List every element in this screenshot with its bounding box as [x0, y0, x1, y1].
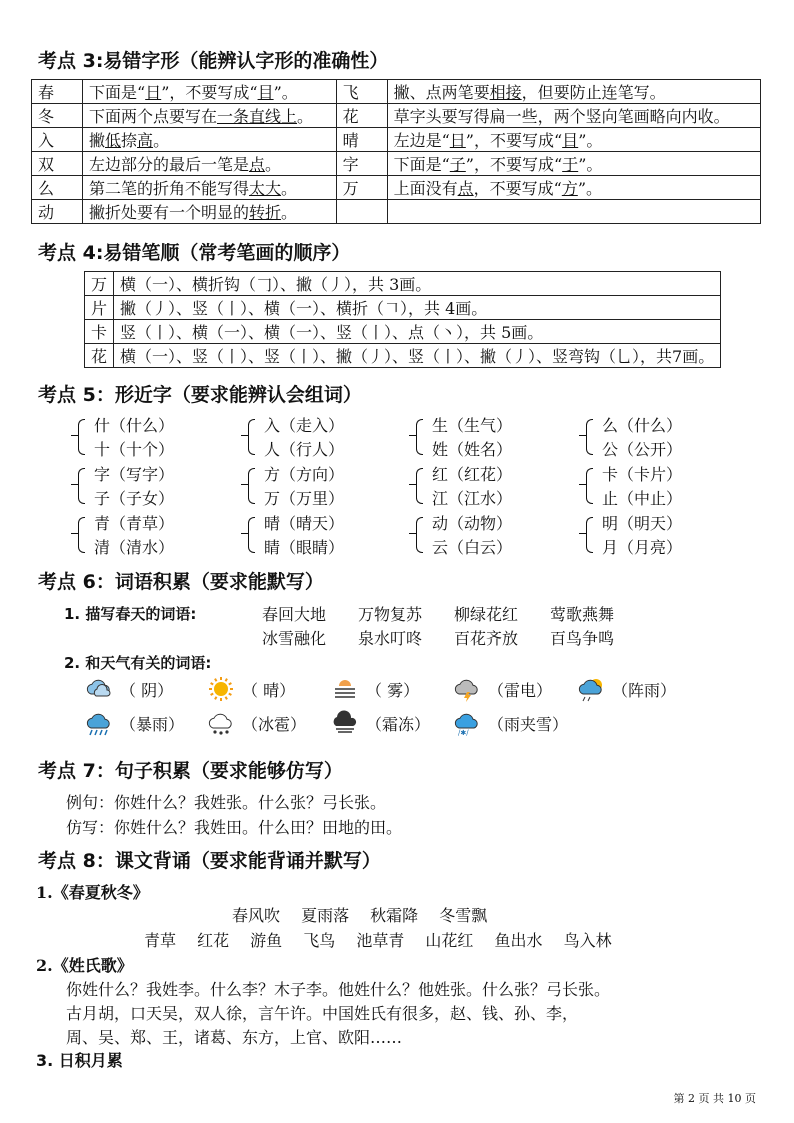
brace	[586, 419, 593, 455]
char-pair	[248, 511, 388, 557]
pair-item: 十（十个）	[94, 440, 175, 459]
note-part: 捺	[121, 131, 138, 150]
note-part: ，不要写成“	[473, 179, 562, 198]
char-cell: 么	[32, 176, 83, 200]
char-pair	[586, 511, 726, 557]
glyph-row	[32, 80, 761, 104]
note-part: 日	[449, 131, 466, 150]
poem2-line1: 你姓什么？我姓李。什么李？木子李。他姓什么？他姓张。什么张？弓长张。	[66, 980, 611, 999]
imitation-sentence: 仿写：你姓什么？我姓田。什么田？田地的田。	[66, 818, 403, 837]
stroke-cell: 撇（丿）、竖（丨）、横（一）、横折（𠃍），共 4画。	[114, 296, 721, 320]
sun-icon	[206, 676, 236, 702]
note-cell	[83, 104, 337, 128]
note-part: 目	[562, 131, 579, 150]
note-part: ”，不要写成“	[161, 83, 258, 102]
note-part: 撇	[89, 131, 106, 150]
weather-item	[576, 676, 676, 702]
stroke-cell: 横（一）、竖（丨）、竖（丨）、撇（丿）、竖（丨）、撇（丿）、竖弯钩（乚），共7画。	[114, 344, 721, 368]
char-cell: 花	[336, 104, 387, 128]
char-cell: 片	[85, 296, 114, 320]
note-cell	[387, 176, 760, 200]
glyph-row	[32, 128, 761, 152]
note-cell	[83, 200, 337, 224]
spring-words-line1: 春回大地 万物复苏 柳绿花红 莺歌燕舞	[262, 605, 615, 624]
char-cell: 动	[32, 200, 83, 224]
poem1-line1: 春风吹 夏雨落 秋霜降 冬雪飘	[232, 906, 488, 925]
note-part: 撇折处要有一个明显的	[89, 203, 250, 222]
glyph-row	[32, 200, 761, 224]
char-pair	[416, 462, 556, 508]
char-pair	[248, 413, 388, 459]
brace	[78, 468, 85, 504]
char-cell: 双	[32, 152, 83, 176]
weather-label: （ 阴）	[120, 680, 174, 700]
poem2-title: 2.《姓氏歌》	[36, 956, 133, 975]
pair-item: 月（月亮）	[602, 538, 683, 557]
stroke-cell: 竖（丨）、横（一）、横（一）、竖（丨）、点（丶），共 5画。	[114, 320, 721, 344]
weather-label: （霜冻）	[366, 714, 431, 734]
brace	[248, 517, 255, 553]
note-part: 草字头要写得扁一些，两个竖向笔画略向内收。	[393, 107, 730, 126]
poem1-line2: 青草 红花 游鱼 飞鸟 池草青 山花红 鱼出水 鸟入林	[144, 931, 612, 950]
note-part: 于	[562, 155, 579, 174]
note-part: 日	[145, 83, 162, 102]
glyph-row	[32, 104, 761, 128]
note-part: ”，不要写成“	[465, 155, 563, 174]
brace	[416, 468, 423, 504]
weather-words-heading: 2. 和天气有关的词语:	[64, 654, 212, 672]
stroke-row	[85, 344, 721, 368]
char-pair	[416, 413, 556, 459]
note-cell	[83, 80, 337, 104]
weather-item	[84, 676, 173, 702]
pair-item: 清（清水）	[94, 538, 175, 557]
note-part: 。	[281, 203, 298, 222]
section8-title: 考点 8：课文背诵（要求能背诵并默写）	[38, 850, 381, 872]
char-cell: 春	[32, 80, 83, 104]
brace	[586, 468, 593, 504]
char-cell: 冬	[32, 104, 83, 128]
note-part: 第二笔的折角不能写得	[89, 179, 250, 198]
char-cell: 万	[85, 272, 114, 296]
pair-item: 人（行人）	[264, 440, 345, 459]
note-part: 。	[281, 179, 298, 198]
note-part: 一条直线上	[217, 107, 298, 126]
poem1-title: 1.《春夏秋冬》	[36, 883, 149, 902]
weather-label: （雷电）	[488, 680, 553, 700]
note-part: ，但要防止连笔写。	[521, 83, 666, 102]
weather-item	[84, 710, 184, 736]
pair-item: 青（青草）	[94, 514, 175, 533]
section5-title: 考点 5：形近字（要求能辨认会组词）	[38, 384, 362, 406]
note-part: 相接	[489, 83, 522, 102]
note-part: 子	[449, 155, 466, 174]
pair-item: 卡（卡片）	[602, 465, 683, 484]
note-cell	[387, 104, 760, 128]
weather-label: （ 雾）	[366, 680, 420, 700]
note-part: 转折	[249, 203, 282, 222]
note-part: 高	[137, 131, 154, 150]
pair-item: 动（动物）	[432, 514, 513, 533]
section3-title: 考点 3:易错字形（能辨认字形的准确性）	[38, 50, 389, 72]
note-cell	[387, 128, 760, 152]
rainstorm-icon	[84, 710, 114, 736]
char-cell: 字	[336, 152, 387, 176]
stroke-row	[85, 272, 721, 296]
note-part: 撇、点两笔要	[393, 83, 490, 102]
char-cell	[336, 200, 387, 224]
pair-item: 红（红花）	[432, 465, 513, 484]
weather-item	[330, 710, 430, 736]
char-cell: 入	[32, 128, 83, 152]
stroke-row	[85, 296, 721, 320]
note-part: 左边是“	[393, 131, 450, 150]
note-part: ”。	[578, 131, 603, 150]
glyph-row	[32, 152, 761, 176]
note-cell	[83, 152, 337, 176]
stroke-order-table	[84, 271, 721, 368]
note-part: 下面两个点要写在	[89, 107, 218, 126]
pair-item: 字（写字）	[94, 465, 175, 484]
section-daily-accumulation: 3. 日积月累	[36, 1051, 123, 1070]
pair-item: 止（中止）	[602, 489, 683, 508]
glyph-table	[31, 79, 761, 224]
hail-icon	[206, 710, 236, 736]
note-part: 上面没有	[393, 179, 458, 198]
frost-icon	[330, 710, 360, 736]
stroke-row	[85, 320, 721, 344]
note-part: ”，不要写成“	[465, 131, 563, 150]
brace	[78, 419, 85, 455]
char-pair	[78, 511, 218, 557]
pair-item: 云（白云）	[432, 538, 513, 557]
pair-item: 么（什么）	[602, 416, 683, 435]
note-part: 低	[105, 131, 122, 150]
sleet-icon	[452, 710, 482, 736]
char-pair	[78, 462, 218, 508]
note-part: 方	[561, 179, 578, 198]
weather-item	[452, 676, 552, 702]
example-sentence: 例句：你姓什么？我姓张。什么张？弓长张。	[66, 793, 387, 812]
thunder-icon	[452, 676, 482, 702]
cloudy-icon	[84, 676, 114, 702]
note-part: ”。	[577, 179, 603, 198]
note-cell	[83, 176, 337, 200]
note-cell	[387, 200, 760, 224]
char-pair	[416, 511, 556, 557]
section6-title: 考点 6：词语积累（要求能默写）	[38, 571, 324, 593]
note-part: 点	[249, 155, 266, 174]
pair-item: 晴（晴天）	[264, 514, 345, 533]
note-part: 。	[297, 107, 314, 126]
brace	[416, 517, 423, 553]
weather-label: （冰雹）	[242, 714, 307, 734]
char-pair	[586, 462, 726, 508]
note-part: ”。	[578, 155, 603, 174]
svg-text:/✱/: /✱/	[458, 729, 469, 736]
weather-item	[206, 710, 306, 736]
brace	[78, 517, 85, 553]
glyph-row	[32, 176, 761, 200]
weather-label: （暴雨）	[120, 714, 185, 734]
pair-item: 公（公开）	[602, 440, 683, 459]
char-pair	[586, 413, 726, 459]
note-part: 左边部分的最后一笔是	[89, 155, 250, 174]
brace	[248, 419, 255, 455]
weather-label: （ 晴）	[242, 680, 296, 700]
weather-item	[206, 676, 295, 702]
char-cell: 晴	[336, 128, 387, 152]
brace	[248, 468, 255, 504]
similar-chars-grid	[78, 413, 698, 558]
stroke-cell: 横（一）、横折钩（𠃌）、撇（丿），共 3画。	[114, 272, 721, 296]
pair-item: 方（方向）	[264, 465, 345, 484]
note-part: ”。	[273, 83, 298, 102]
section4-title: 考点 4:易错笔顺（常考笔画的顺序）	[38, 242, 351, 264]
poem2-line2: 古月胡，口天吴，双人徐，言午许。中国姓氏有很多，赵、钱、孙、李，	[66, 1004, 579, 1023]
note-part: 下面是“	[89, 83, 146, 102]
page-footer: 第 2 页 共 10 页	[673, 1092, 756, 1105]
pair-item: 江（江水）	[432, 489, 513, 508]
note-part: 目	[257, 83, 274, 102]
pair-item: 明（明天）	[602, 514, 683, 533]
weather-item	[452, 710, 568, 736]
poem2-line3: 周、吴、郑、王，诸葛、东方，上官、欧阳……	[66, 1028, 403, 1047]
weather-label: （雨夹雪）	[488, 714, 569, 734]
char-pair	[78, 413, 218, 459]
spring-words-line2: 冰雪融化 泉水叮咚 百花齐放 百鸟争鸣	[262, 629, 615, 648]
char-pair	[248, 462, 388, 508]
note-part: 。	[153, 131, 170, 150]
pair-item: 子（子女）	[94, 489, 175, 508]
char-cell: 万	[336, 176, 387, 200]
pair-item: 万（万里）	[264, 489, 345, 508]
char-cell: 飞	[336, 80, 387, 104]
pair-item: 生（生气）	[432, 416, 513, 435]
char-cell: 花	[85, 344, 114, 368]
note-part: 太大	[249, 179, 282, 198]
note-part: 点	[457, 179, 474, 198]
note-part: 下面是“	[393, 155, 450, 174]
weather-item	[330, 676, 419, 702]
char-cell: 卡	[85, 320, 114, 344]
pair-item: 姓（姓名）	[432, 440, 513, 459]
fog-icon	[330, 676, 360, 702]
pair-item: 什（什么）	[94, 416, 175, 435]
pair-item: 睛（眼睛）	[264, 538, 345, 557]
note-cell	[387, 152, 760, 176]
shower-icon	[576, 676, 606, 702]
note-cell	[83, 128, 337, 152]
section7-title: 考点 7：句子积累（要求能够仿写）	[38, 760, 343, 782]
spring-words-heading: 1. 描写春天的词语:	[64, 605, 197, 623]
weather-label: （阵雨）	[612, 680, 677, 700]
note-cell	[387, 80, 760, 104]
note-part: 。	[265, 155, 282, 174]
brace	[586, 517, 593, 553]
brace	[416, 419, 423, 455]
pair-item: 入（走入）	[264, 416, 345, 435]
